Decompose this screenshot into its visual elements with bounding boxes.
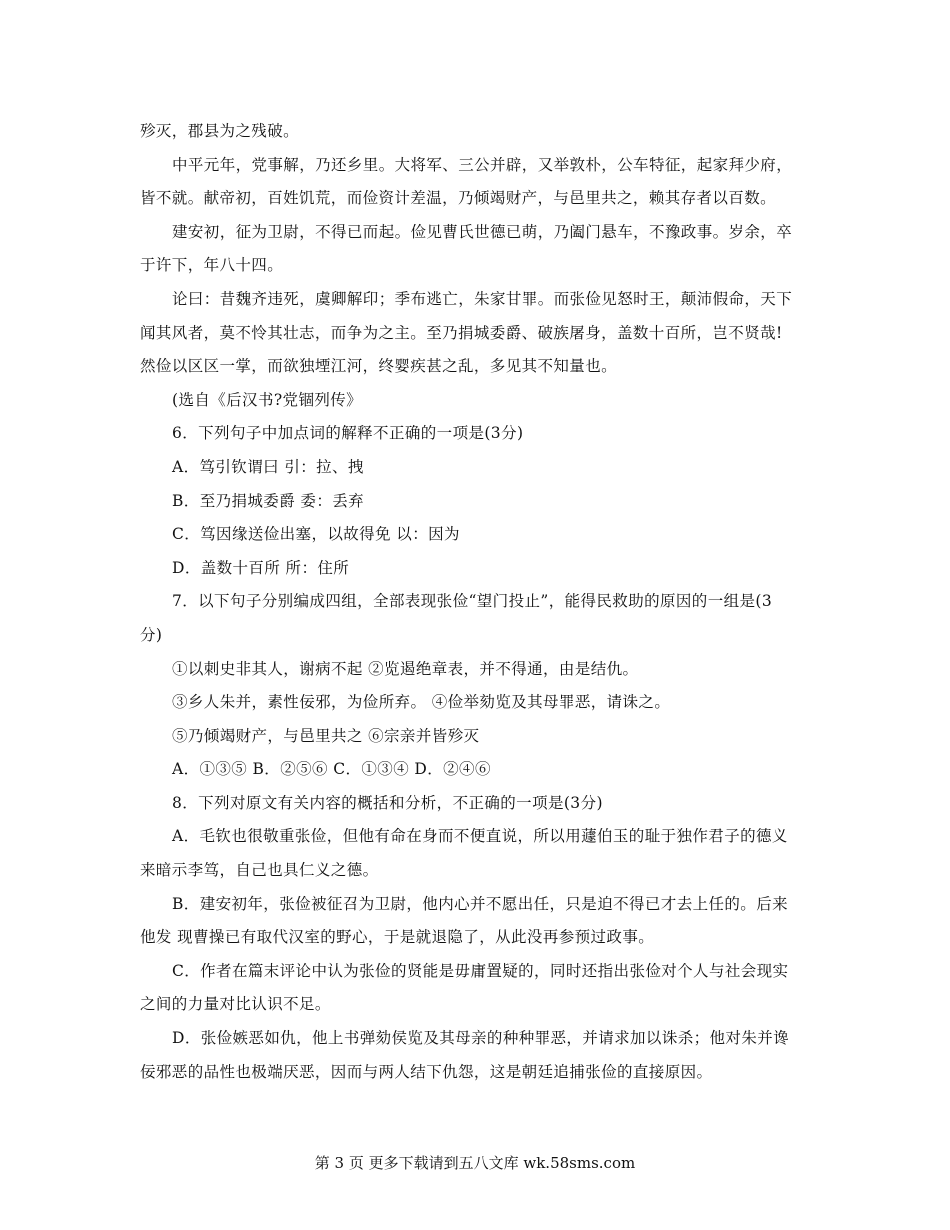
text-line: ⑤乃倾竭财产，与邑里共之 ⑥宗亲并皆殄灭 — [172, 726, 480, 745]
text-line: A．毛钦也很敬重张俭，但他有命在身而不便直说，所以用蘧伯玉的耻于独作君子的德义 — [172, 827, 788, 846]
text-line: C．作者在篇末评论中认为张俭的贤能是毋庸置疑的，同时还指出张俭对个人与社会现实 — [172, 961, 789, 980]
text-line: A．笃引钦谓曰 引：拉、拽 — [172, 457, 364, 476]
text-line: (选自《后汉书?党锢列传》 — [172, 390, 363, 409]
text-line: 建安初，征为卫尉，不得已而起。俭见曹氏世德已萌，乃阖门悬车，不豫政事。岁余，卒 — [172, 222, 793, 241]
text-line: 之间的力量对比认识不足。 — [140, 995, 331, 1014]
text-line: ①以刺史非其人，谢病不起 ②览遏绝章表，并不得通，由是结仇。 — [172, 659, 639, 678]
text-line: 论曰：昔魏齐违死，虞卿解印；季布逃亡，朱家甘罪。而张俭见怒时王，颠沛假命，天下 — [172, 289, 793, 308]
text-line: 来暗示李笃，自己也具仁义之德。 — [140, 861, 379, 880]
text-line: 于许下，年八十四。 — [140, 256, 284, 275]
page-footer: 第 3 页 更多下载请到五八文库 wk.58sms.com — [314, 1154, 636, 1172]
text-line: 7．以下句子分别编成四组，全部表现张俭“望门投止”，能得民救助的原因的一组是(3 — [172, 592, 773, 611]
text-line: 佞邪恶的品性也极端厌恶，因而与两人结下仇怨，这是朝廷追捕张俭的直接原因。 — [140, 1062, 713, 1081]
text-line: 8．下列对原文有关内容的概括和分析，不正确的一项是(3分) — [172, 793, 603, 812]
text-line: C．笃因缘送俭出塞，以故得免 以：因为 — [172, 525, 460, 544]
text-line: 皆不就。献帝初，百姓饥荒，而俭资计差温，乃倾竭财产，与邑里共之，赖其存者以百数。 — [140, 189, 777, 208]
text-line: B．建安初年，张俭被征召为卫尉，他内心并不愿出任，只是迫不得已才去上任的。后来 — [172, 894, 788, 913]
text-line: 殄灭，郡县为之残破。 — [140, 122, 300, 140]
text-line: 分) — [140, 625, 163, 644]
text-line: 6．下列句子中加点词的解释不正确的一项是(3分) — [172, 424, 524, 443]
text-line: 闻其风者，莫不怜其壮志，而争为之主。至乃捐城委爵、破族屠身，盖数十百所，岂不贤哉! — [140, 323, 783, 342]
text-line: B．至乃捐城委爵 委：丢弃 — [172, 491, 365, 510]
text-line: D．盖数十百所 所：住所 — [172, 558, 350, 577]
text-line: 然俭以区区一掌，而欲独堙江河，终婴疾甚之乱，多见其不知量也。 — [140, 357, 618, 376]
text-line: 中平元年，党事解，乃还乡里。大将军、三公并辟，又举敦朴，公车特征，起家拜少府， — [172, 155, 793, 174]
document-body — [140, 115, 812, 1089]
text-line: ③乡人朱并，素性佞邪，为俭所弃。 ④俭举劾览及其母罪恶，请诛之。 — [172, 693, 671, 712]
text-line: A．①③⑤ B．②⑤⑥ C．①③④ D．②④⑥ — [172, 760, 491, 779]
text-line: 他发 现曹操已有取代汉室的野心，于是就退隐了，从此没再参预过政事。 — [140, 928, 655, 947]
text-line: D．张俭嫉恶如仇，他上书弹劾侯览及其母亲的种种罪恶，并请求加以诛杀；他对朱并谗 — [172, 1029, 790, 1048]
